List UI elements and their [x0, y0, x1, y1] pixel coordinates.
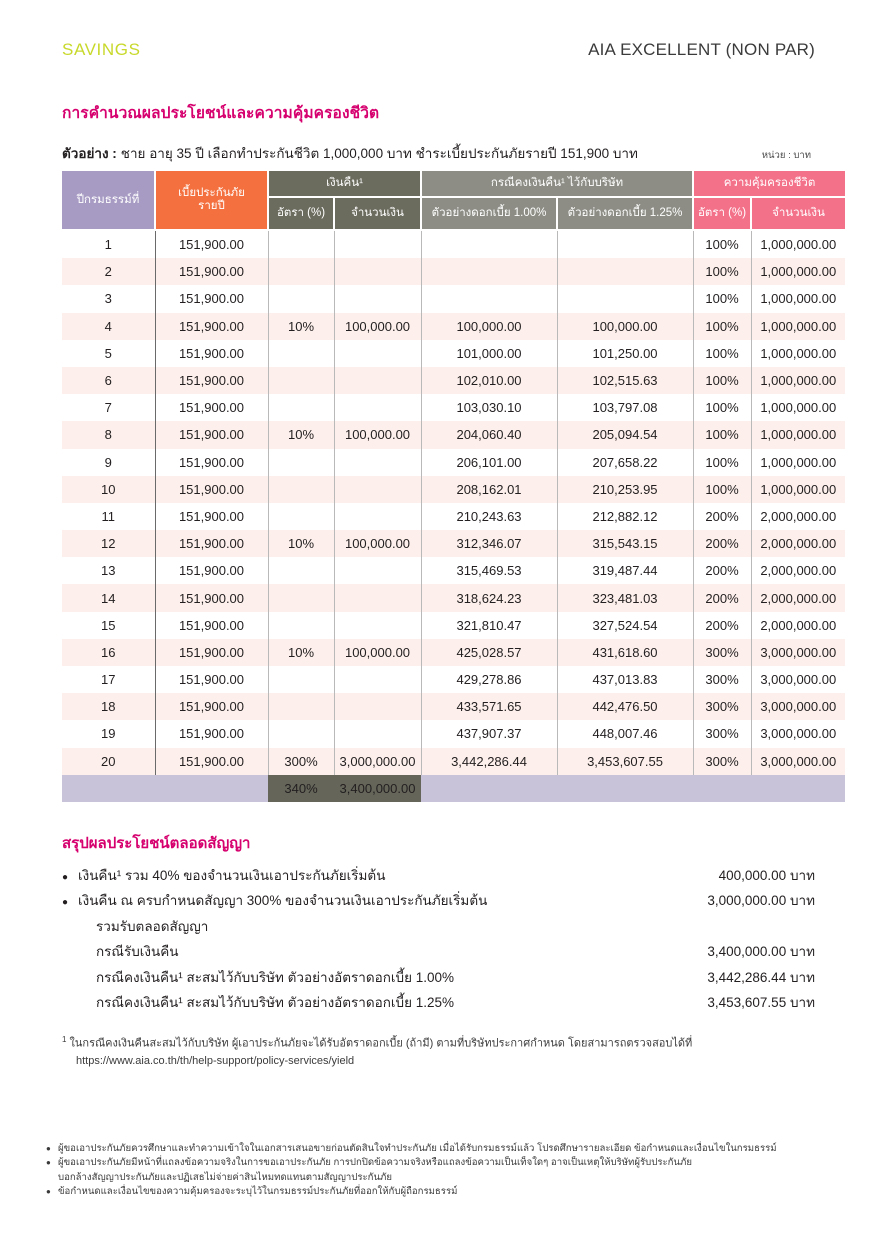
cell-cash-rate	[268, 285, 334, 312]
cell-interest-125: 431,618.60	[557, 639, 693, 666]
cell-cash-amount	[334, 258, 421, 285]
cell-policy-year: 11	[62, 503, 155, 530]
bullet-icon: ●	[46, 1144, 51, 1153]
cell-cash-amount: 100,000.00	[334, 639, 421, 666]
cell-coverage-rate: 300%	[693, 666, 751, 693]
summary-item	[62, 864, 815, 890]
cell-annual-premium: 151,900.00	[155, 285, 268, 312]
example-description: ชาย อายุ 35 ปี เลือกทำประกันชีวิต 1,000,000 บาท ชำระเบี้ยประกันภัยรายปี 151,900 บาท	[120, 146, 638, 161]
cell-interest-100	[421, 285, 557, 312]
cell-annual-premium: 151,900.00	[155, 584, 268, 611]
cell-policy-year: 16	[62, 639, 155, 666]
cell-interest-100: 208,162.01	[421, 476, 557, 503]
disclaimer-item	[46, 1156, 849, 1170]
cell-coverage-amount: 3,000,000.00	[751, 639, 845, 666]
cell-cash-rate: 10%	[268, 530, 334, 557]
benefit-table	[62, 171, 845, 802]
cell-cash-rate	[268, 666, 334, 693]
cell-interest-100: 315,469.53	[421, 557, 557, 584]
cell-policy-year: 15	[62, 612, 155, 639]
cell-interest-125	[557, 258, 693, 285]
cell-cash-rate: 300%	[268, 748, 334, 775]
cell-interest-125: 315,543.15	[557, 530, 693, 557]
cell-interest-125: 323,481.03	[557, 584, 693, 611]
cell-interest-125: 101,250.00	[557, 340, 693, 367]
cell-policy-year: 19	[62, 720, 155, 747]
cell-cash-rate	[268, 367, 334, 394]
col-header-group-retained: กรณีคงเงินคืน¹ ไว้กับบริษัท	[421, 171, 693, 197]
bullet-icon: ●	[46, 1187, 51, 1197]
bullet-icon: ●	[62, 871, 69, 883]
cell-coverage-rate: 300%	[693, 720, 751, 747]
cell-annual-premium: 151,900.00	[155, 394, 268, 421]
cell-annual-premium: 151,900.00	[155, 639, 268, 666]
cell-cash-rate	[268, 394, 334, 421]
cell-coverage-rate: 100%	[693, 230, 751, 258]
col-header-coverage-amount: จำนวนเงิน	[751, 197, 845, 230]
footnote-text: ในกรณีคงเงินคืนสะสมไว้กับบริษัท ผู้เอาประกันภัยจะได้รับอัตราดอกเบี้ย (ถ้ามี) ตามที่บริษัทประกาศกำหนด โดยสามารถตรวจสอบได้ที่	[69, 1037, 693, 1050]
disclaimer-text: บอกล้างสัญญาประกันภัยและปฏิเสธไม่จ่ายค่าสินไหมทดแทนตามสัญญาประกันภัย	[58, 1171, 392, 1183]
cell-interest-100: 210,243.63	[421, 503, 557, 530]
cell-interest-125: 102,515.63	[557, 367, 693, 394]
cell-annual-premium: 151,900.00	[155, 557, 268, 584]
cell-coverage-amount: 2,000,000.00	[760, 563, 837, 579]
col-header-cash-rate: อัตรา (%)	[268, 197, 334, 230]
table-row	[62, 530, 845, 557]
cell-interest-100: 429,278.86	[421, 666, 557, 693]
cell-coverage-rate: 100%	[693, 285, 751, 312]
example-line	[62, 142, 815, 162]
cell-interest-125: 103,797.08	[557, 394, 693, 421]
col-header-interest-100: ตัวอย่างดอกเบี้ย 1.00%	[421, 197, 557, 230]
cell-coverage-amount: 1,000,000.00	[760, 345, 837, 361]
cell-interest-100: 3,442,286.44	[421, 748, 557, 775]
cell-interest-100: 102,010.00	[421, 367, 557, 394]
disclaimer-item	[46, 1142, 849, 1156]
summary-item-amount: 400,000.00 บาท	[718, 867, 815, 883]
cell-cash-amount	[334, 230, 421, 258]
cell-policy-year: 18	[62, 693, 155, 720]
cell-policy-year: 20	[62, 748, 155, 775]
summary-item-label: กรณีคงเงินคืน¹ สะสมไว้กับบริษัท ตัวอย่างอัตราดอกเบี้ย 1.25%	[96, 995, 455, 1011]
cell-coverage-rate: 100%	[693, 394, 751, 421]
cell-coverage-amount: 1,000,000.00	[760, 400, 837, 416]
table-row	[62, 666, 845, 693]
cell-interest-125: 100,000.00	[557, 313, 693, 340]
cell-cash-rate	[268, 503, 334, 530]
cell-coverage-amount: 2,000,000.00	[760, 617, 837, 633]
cell-coverage-amount: 1,000,000.00	[751, 421, 845, 448]
total-spacer-right	[421, 775, 845, 802]
cell-cash-rate	[268, 693, 334, 720]
cell-coverage-amount: 1,000,000.00	[751, 367, 845, 394]
col-header-group-life-coverage: ความคุ้มครองชีวิต	[693, 171, 845, 197]
summary-list	[62, 864, 815, 1017]
cell-interest-100: 437,907.37	[421, 720, 557, 747]
cell-coverage-rate: 100%	[693, 449, 751, 476]
cell-annual-premium: 151,900.00	[155, 503, 268, 530]
cell-coverage-rate: 200%	[693, 557, 751, 584]
unit-note: หน่วย : บาท	[761, 150, 811, 161]
summary-item	[62, 940, 815, 966]
cell-coverage-amount: 3,000,000.00	[760, 726, 837, 742]
table-row	[62, 313, 845, 340]
cell-annual-premium: 151,900.00	[155, 612, 268, 639]
table-row	[62, 230, 845, 258]
cell-policy-year: 1	[62, 230, 155, 258]
cell-cash-rate	[268, 612, 334, 639]
summary-item	[62, 889, 815, 915]
annual-premium-line1: เบี้ยประกันภัย	[178, 187, 245, 200]
cell-policy-year: 6	[62, 367, 155, 394]
disclaimer-text: ผู้ขอเอาประกันภัยควรศึกษาและทำความเข้าใจในเอกสารเสนอขายก่อนตัดสินใจทำประกันภัย เมื่อได้รับกรมธรรม์แล้ว โปรดศึกษารายละเอียด ข้อกำหนดและเงื่อนไขในกรมธรรม์	[58, 1143, 777, 1154]
cell-coverage-rate: 100%	[693, 340, 751, 367]
cell-annual-premium: 151,900.00	[155, 666, 268, 693]
cell-coverage-rate: 100%	[693, 476, 751, 503]
table-row	[62, 612, 845, 639]
cell-policy-year: 7	[62, 394, 155, 421]
cell-interest-125: 212,882.12	[557, 503, 693, 530]
cell-cash-amount	[334, 476, 421, 503]
cell-cash-rate	[268, 230, 334, 258]
cell-annual-premium: 151,900.00	[155, 720, 268, 747]
cell-cash-amount	[334, 503, 421, 530]
summary-item-label: กรณีรับเงินคืน	[96, 944, 179, 960]
cell-policy-year: 13	[62, 557, 155, 584]
table-body	[62, 230, 845, 802]
cell-coverage-rate: 300%	[693, 748, 751, 775]
col-header-interest-125: ตัวอย่างดอกเบี้ย 1.25%	[557, 197, 693, 230]
summary-item	[62, 991, 815, 1017]
cell-coverage-rate: 300%	[693, 639, 751, 666]
cell-policy-year: 10	[62, 476, 155, 503]
cell-cash-rate: 10%	[268, 421, 334, 448]
summary-item-amount: 3,453,607.55 บาท	[707, 995, 815, 1011]
cell-annual-premium: 151,900.00	[155, 421, 268, 448]
cell-cash-amount: 100,000.00	[334, 421, 421, 448]
cell-coverage-amount: 1,000,000.00	[751, 313, 845, 340]
cell-cash-amount	[334, 584, 421, 611]
cell-interest-125: 327,524.54	[557, 612, 693, 639]
cell-interest-125	[557, 230, 693, 258]
summary-item-label: กรณีคงเงินคืน¹ สะสมไว้กับบริษัท ตัวอย่างอัตราดอกเบี้ย 1.00%	[96, 969, 455, 985]
cell-cash-amount	[334, 720, 421, 747]
cell-policy-year: 12	[62, 530, 155, 557]
cell-annual-premium: 151,900.00	[155, 748, 268, 775]
table-row	[62, 258, 845, 285]
disclaimer-item	[46, 1185, 849, 1199]
cell-cash-amount: 100,000.00	[334, 530, 421, 557]
bullet-icon: ●	[62, 897, 69, 909]
cell-policy-year: 4	[62, 313, 155, 340]
cell-interest-100: 321,810.47	[421, 612, 557, 639]
col-header-annual-premium	[155, 171, 268, 230]
cell-annual-premium: 151,900.00	[155, 476, 268, 503]
table-row	[62, 557, 845, 584]
cell-policy-year: 3	[62, 285, 155, 312]
cell-interest-100	[421, 230, 557, 258]
cell-cash-rate	[268, 720, 334, 747]
cell-interest-100: 425,028.57	[421, 639, 557, 666]
page-header	[62, 0, 815, 70]
cell-coverage-amount: 2,000,000.00	[751, 584, 845, 611]
col-header-policy-year: ปีกรมธรรม์ที่	[62, 171, 155, 230]
cell-cash-amount	[334, 340, 421, 367]
cell-interest-100: 312,346.07	[421, 530, 557, 557]
cell-interest-100: 433,571.65	[421, 693, 557, 720]
cell-annual-premium: 151,900.00	[155, 230, 268, 258]
cell-coverage-amount: 3,000,000.00	[751, 748, 845, 775]
cell-interest-100	[421, 258, 557, 285]
cell-interest-125: 205,094.54	[557, 421, 693, 448]
table-row	[62, 476, 845, 503]
cell-coverage-amount: 1,000,000.00	[760, 237, 837, 253]
cell-coverage-amount: 1,000,000.00	[751, 476, 845, 503]
footnote	[62, 1034, 815, 1070]
cell-annual-premium: 151,900.00	[155, 530, 268, 557]
cell-coverage-rate: 300%	[693, 693, 751, 720]
cell-annual-premium: 151,900.00	[155, 258, 268, 285]
col-header-group-cash-back: เงินคืน¹	[268, 171, 421, 197]
cell-cash-amount	[334, 449, 421, 476]
cell-interest-100: 318,624.23	[421, 584, 557, 611]
table-row	[62, 285, 845, 312]
cell-coverage-rate: 200%	[693, 530, 751, 557]
cell-cash-amount	[334, 557, 421, 584]
cell-coverage-amount: 1,000,000.00	[751, 258, 845, 285]
cell-coverage-rate: 200%	[693, 503, 751, 530]
cell-cash-amount	[334, 285, 421, 312]
cell-policy-year: 17	[62, 666, 155, 693]
section-title: การคำนวณผลประโยชน์และความคุ้มครองชีวิต	[62, 105, 380, 122]
table-head	[62, 171, 845, 230]
table-row	[62, 367, 845, 394]
table-header-group-row	[62, 171, 845, 197]
example-label: ตัวอย่าง :	[62, 146, 117, 161]
disclaimer-item	[46, 1171, 849, 1185]
cell-coverage-amount: 2,000,000.00	[760, 508, 837, 524]
disclaimer-text: ผู้ขอเอาประกันภัยมีหน้าที่แถลงข้อความจริงในการขอเอาประกันภัย การปกปิดข้อความจริงหรือแถลงข้อความเป็นเท็จใดๆ อาจเป็นเหตุให้บริษัทผู้รับประกันภัย	[58, 1157, 692, 1169]
table-row	[62, 503, 845, 530]
cell-coverage-rate: 100%	[693, 313, 751, 340]
cell-policy-year: 2	[62, 258, 155, 285]
table-row	[62, 584, 845, 611]
summary-title: สรุปผลประโยชน์ตลอดสัญญา	[62, 834, 251, 852]
summary-item	[62, 966, 815, 992]
footnote-marker: 1	[62, 1034, 67, 1044]
disclaimer-list	[46, 1142, 849, 1200]
cell-cash-rate	[268, 584, 334, 611]
cell-annual-premium: 151,900.00	[155, 313, 268, 340]
cell-interest-125: 437,013.83	[557, 666, 693, 693]
cell-coverage-amount: 3,000,000.00	[760, 672, 837, 688]
cell-cash-amount	[334, 666, 421, 693]
cell-cash-rate	[268, 258, 334, 285]
cell-coverage-amount: 2,000,000.00	[751, 530, 845, 557]
table-row	[62, 340, 845, 367]
cell-interest-100: 103,030.10	[421, 394, 557, 421]
cell-coverage-rate: 100%	[693, 421, 751, 448]
cell-cash-rate	[268, 557, 334, 584]
cell-cash-rate	[268, 476, 334, 503]
disclaimer-text: ข้อกำหนดและเงื่อนไขของความคุ้มครองจะระบุไว้ในกรมธรรม์ประกันภัยที่ออกให้กับผู้ถือกรมธรรม์	[58, 1186, 458, 1198]
cell-cash-amount	[334, 693, 421, 720]
product-title: AIA EXCELLENT (NON PAR)	[588, 40, 815, 59]
summary-item	[62, 915, 815, 941]
bullet-icon: ●	[46, 1158, 51, 1168]
cell-annual-premium: 151,900.00	[155, 449, 268, 476]
summary-item-amount: 3,000,000.00 บาท	[707, 893, 815, 909]
cell-coverage-rate: 100%	[693, 367, 751, 394]
cell-cash-rate: 10%	[268, 313, 334, 340]
annual-premium-line2: รายปี	[198, 200, 225, 212]
cell-annual-premium: 151,900.00	[155, 340, 268, 367]
cell-interest-125: 442,476.50	[557, 693, 693, 720]
table-row	[62, 421, 845, 448]
summary-item-label: เงินคืน ณ ครบกำหนดสัญญา 300% ของจำนวนเงินเอาประกันภัยเริ่มต้น	[78, 893, 488, 909]
col-header-cash-amount: จำนวนเงิน	[334, 197, 421, 230]
table-row	[62, 394, 845, 421]
cell-interest-100: 206,101.00	[421, 449, 557, 476]
summary-item-label: รวมรับตลอดสัญญา	[96, 918, 209, 934]
cell-interest-125: 210,253.95	[557, 476, 693, 503]
table-row	[62, 693, 845, 720]
col-header-coverage-rate: อัตรา (%)	[693, 197, 751, 230]
cell-coverage-amount: 1,000,000.00	[760, 291, 837, 307]
cell-coverage-rate: 200%	[693, 612, 751, 639]
cell-annual-premium: 151,900.00	[155, 693, 268, 720]
total-cash-amount: 3,400,000.00	[334, 775, 421, 802]
cell-cash-amount	[334, 367, 421, 394]
cell-policy-year: 5	[62, 340, 155, 367]
cell-coverage-rate: 100%	[693, 258, 751, 285]
cell-interest-125: 448,007.46	[557, 720, 693, 747]
cell-cash-rate: 10%	[268, 639, 334, 666]
table-row	[62, 720, 845, 747]
cell-interest-125: 319,487.44	[557, 557, 693, 584]
cell-coverage-amount: 3,000,000.00	[751, 693, 845, 720]
cell-cash-amount: 3,000,000.00	[334, 748, 421, 775]
cell-cash-rate	[268, 449, 334, 476]
category-label: SAVINGS	[62, 40, 141, 59]
summary-item-amount: 3,442,286.44 บาท	[707, 969, 815, 985]
table-row	[62, 449, 845, 476]
cell-interest-125: 3,453,607.55	[557, 748, 693, 775]
cell-cash-amount	[334, 394, 421, 421]
cell-coverage-amount: 1,000,000.00	[760, 454, 837, 470]
table-row	[62, 748, 845, 775]
cell-interest-100: 100,000.00	[421, 313, 557, 340]
cell-interest-125	[557, 285, 693, 312]
cell-annual-premium: 151,900.00	[155, 367, 268, 394]
summary-item-amount: 3,400,000.00 บาท	[707, 944, 815, 960]
total-spacer-left	[62, 775, 268, 802]
table-row	[62, 639, 845, 666]
cell-cash-rate	[268, 340, 334, 367]
cell-policy-year: 14	[62, 584, 155, 611]
cell-cash-amount	[334, 612, 421, 639]
cell-policy-year: 9	[62, 449, 155, 476]
cell-interest-125: 207,658.22	[557, 449, 693, 476]
cell-interest-100: 204,060.40	[421, 421, 557, 448]
cell-coverage-rate: 200%	[693, 584, 751, 611]
table-total-row	[62, 775, 845, 802]
cell-cash-amount: 100,000.00	[334, 313, 421, 340]
summary-item-label: เงินคืน¹ รวม 40% ของจำนวนเงินเอาประกันภัยเริ่มต้น	[78, 867, 386, 883]
cell-policy-year: 8	[62, 421, 155, 448]
cell-interest-100: 101,000.00	[421, 340, 557, 367]
total-cash-rate: 340%	[268, 775, 334, 802]
footnote-url-link[interactable]: https://www.aia.co.th/th/help-support/policy-services/yield	[76, 1054, 355, 1067]
